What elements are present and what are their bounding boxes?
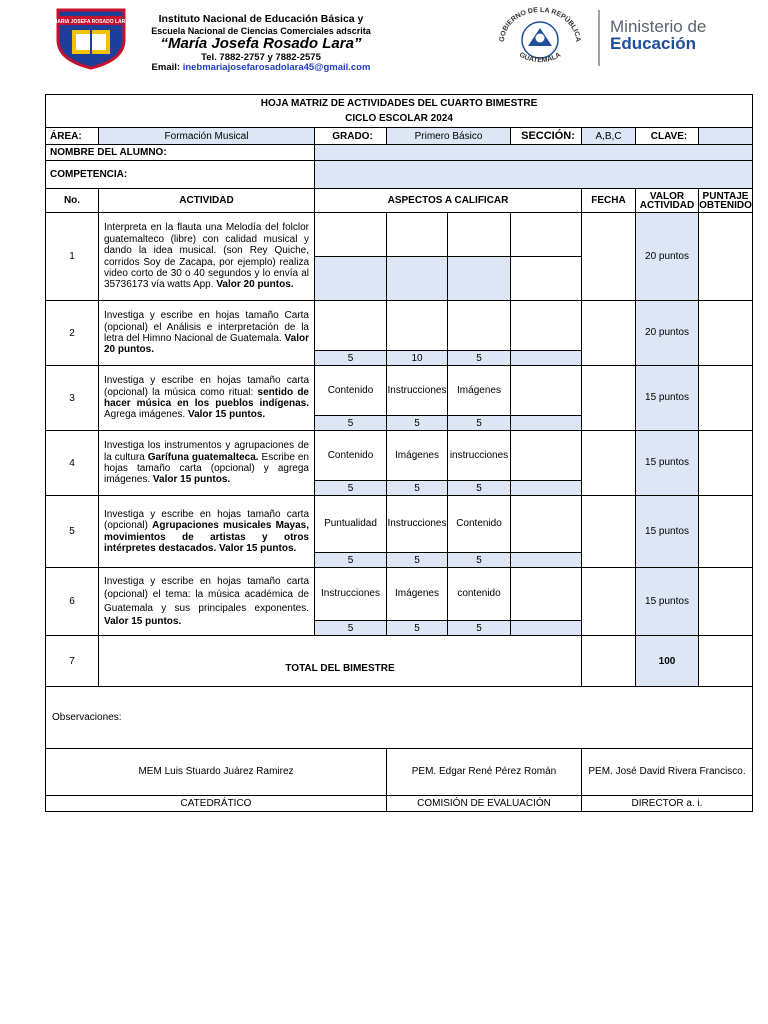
score-cell[interactable]: 5 xyxy=(315,416,387,431)
score-cell[interactable]: 10 xyxy=(387,351,448,366)
ministry-logo xyxy=(610,18,706,52)
total-date-cell xyxy=(582,636,636,687)
aspect-cell[interactable] xyxy=(448,301,511,351)
aspect-cell[interactable]: Imágenes xyxy=(387,568,448,621)
activity-text: Investiga los instrumentos y agrupaciones de la cultura xyxy=(104,440,309,463)
signature-role-committee: COMISIÓN DE EVALUACIÓN xyxy=(387,796,582,812)
activity-description xyxy=(99,213,315,301)
activity-value-text: Valor 15 puntos. xyxy=(219,542,297,554)
email-address[interactable]: inebmariajosefarosadolara45@gmail.com xyxy=(182,62,371,74)
col-header-aspectos: ASPECTOS A CALIFICAR xyxy=(315,189,582,213)
aspect-cell[interactable]: Puntualidad xyxy=(315,496,387,553)
ministry-divider xyxy=(598,10,600,66)
col-header-no: No. xyxy=(46,189,99,213)
ministry-line2: Educación xyxy=(610,34,696,53)
score-obtained-cell[interactable] xyxy=(699,431,753,496)
observations-box[interactable] xyxy=(46,687,753,749)
aspect-cell-extra[interactable] xyxy=(511,431,582,481)
score-cell[interactable]: 5 xyxy=(448,481,511,496)
score-cell-extra[interactable] xyxy=(511,481,582,496)
signature-role-director: DIRECTOR a. i. xyxy=(582,796,753,812)
activity-text: Interpreta en la flauta una Melodía del folclor guatemalteco (libre) con calidad musical y dando la idea musical. (son Rey Quiche, corridos Soy de Zacapa, por ejemplo) realiza video corto de 30 o 40 segundos y lo envía al 35736173 vía watts App. xyxy=(104,222,309,291)
aspect-cell-extra[interactable] xyxy=(511,496,582,553)
seccion-value[interactable]: A,B,C xyxy=(582,128,636,145)
form-title-line2: CICLO ESCOLAR 2024 xyxy=(345,113,453,124)
date-cell[interactable] xyxy=(582,301,636,366)
activity-number: 5 xyxy=(46,496,99,568)
aspect-cell[interactable]: Instrucciones xyxy=(387,366,448,416)
aspect-cell[interactable]: Imágenes xyxy=(448,366,511,416)
aspect-cell[interactable]: contenido xyxy=(448,568,511,621)
activity-highlight: Garífuna guatemalteca. xyxy=(147,451,259,463)
activity-value: 20 puntos xyxy=(636,301,699,366)
activity-number: 4 xyxy=(46,431,99,496)
activity-description xyxy=(99,366,315,431)
aspect-cell[interactable] xyxy=(387,213,448,257)
aspect-cell[interactable]: Imágenes xyxy=(387,431,448,481)
email-label: Email: xyxy=(151,62,181,74)
aspect-cell[interactable] xyxy=(315,213,387,257)
total-value: 100 xyxy=(636,636,699,687)
school-line1: Instituto Nacional de Educación Básica y xyxy=(158,13,364,25)
date-cell[interactable] xyxy=(582,213,636,301)
score-obtained-cell[interactable] xyxy=(699,213,753,301)
clave-value[interactable] xyxy=(699,128,753,145)
score-cell[interactable]: 5 xyxy=(448,621,511,636)
score-cell-extra[interactable] xyxy=(511,257,582,301)
score-cell[interactable]: 5 xyxy=(315,621,387,636)
activity-value: 15 puntos xyxy=(636,431,699,496)
score-cell[interactable] xyxy=(315,257,387,301)
aspect-cell[interactable] xyxy=(315,301,387,351)
col-header-fecha: FECHA xyxy=(582,189,636,213)
school-logo-banner: MARIA JOSEFA ROSADO LARA xyxy=(54,19,128,25)
score-cell[interactable]: 5 xyxy=(448,553,511,568)
activity-text: Investiga y escribe en hojas tamaño carta (opcional) la música como ritual: xyxy=(104,375,309,398)
score-cell[interactable]: 5 xyxy=(448,416,511,431)
activity-number: 6 xyxy=(46,568,99,636)
aspect-cell[interactable]: Contenido xyxy=(448,496,511,553)
activity-text-after: Escribe en hojas tamaño carta (opcional) y agrega imágenes. xyxy=(104,451,309,486)
activity-value: 15 puntos xyxy=(636,568,699,636)
total-number: 7 xyxy=(46,636,99,687)
score-obtained-cell[interactable] xyxy=(699,568,753,636)
col-header-valor: VALOR ACTIVIDAD xyxy=(636,189,699,213)
aspect-cell[interactable]: Instrucciones xyxy=(315,568,387,621)
form-title xyxy=(46,95,753,128)
score-cell[interactable]: 5 xyxy=(387,416,448,431)
score-obtained-cell[interactable] xyxy=(699,366,753,431)
score-cell-extra[interactable] xyxy=(511,416,582,431)
score-cell[interactable]: 5 xyxy=(387,621,448,636)
activity-number: 2 xyxy=(46,301,99,366)
aspect-cell-extra[interactable] xyxy=(511,366,582,416)
date-cell[interactable] xyxy=(582,568,636,636)
form-title-line1: HOJA MATRIZ DE ACTIVIDADES DEL CUARTO BIMESTRE xyxy=(260,98,538,109)
score-cell[interactable]: 5 xyxy=(315,351,387,366)
total-score-cell[interactable] xyxy=(699,636,753,687)
activity-number: 3 xyxy=(46,366,99,431)
activity-description xyxy=(99,568,315,636)
score-obtained-cell[interactable] xyxy=(699,301,753,366)
activity-text: Investiga y escribe en hojas tamaño Carta (opcional) el Análisis e interpretación de la letra del Himno Nacional de Guatemala. xyxy=(104,310,309,344)
aspect-cell[interactable]: Instrucciones xyxy=(387,496,448,553)
aspect-cell-extra[interactable] xyxy=(511,301,582,351)
score-cell[interactable] xyxy=(448,257,511,301)
svg-text:GUATEMALA xyxy=(518,52,562,65)
activity-value-text: Valor 20 puntos. xyxy=(104,333,309,356)
activity-description xyxy=(99,496,315,568)
area-label: ÁREA: xyxy=(46,128,99,145)
area-value[interactable]: Formación Musical xyxy=(99,128,315,145)
aspect-cell-extra[interactable] xyxy=(511,568,582,621)
activity-value-text: Valor 15 puntos. xyxy=(152,474,231,486)
date-cell[interactable] xyxy=(582,431,636,496)
activity-matrix xyxy=(45,94,753,812)
guatemala-seal xyxy=(490,6,590,70)
col-header-actividad: ACTIVIDAD xyxy=(99,189,315,213)
activity-description xyxy=(99,301,315,366)
score-cell[interactable]: 5 xyxy=(387,553,448,568)
school-line2: Escuela Nacional de Ciencias Comerciales adscrita xyxy=(151,25,371,36)
score-cell[interactable]: 5 xyxy=(315,481,387,496)
school-email xyxy=(130,63,392,74)
competencia-label-text: COMPETENCIA: xyxy=(50,169,128,180)
date-cell[interactable] xyxy=(582,366,636,431)
score-cell[interactable]: 5 xyxy=(448,351,511,366)
signature-role-teacher: CATEDRÁTICO xyxy=(46,796,387,812)
activity-description xyxy=(99,431,315,496)
seccion-label: SECCIÓN: xyxy=(511,128,582,145)
school-info xyxy=(130,14,392,74)
activity-value: 15 puntos xyxy=(636,496,699,568)
aspect-cell[interactable] xyxy=(448,213,511,257)
score-cell-extra[interactable] xyxy=(511,621,582,636)
score-cell-extra[interactable] xyxy=(511,351,582,366)
seal-text-top: GOBIERNO DE LA REPÚBLICA xyxy=(498,6,582,43)
school-phone: Tel. 7882-2757 y 7882-2575 xyxy=(201,51,321,63)
signature-name-teacher: MEM Luis Stuardo Juárez Ramirez xyxy=(46,749,387,796)
signature-name-committee: PEM. Edgar René Pérez Román xyxy=(387,749,582,796)
student-name-label-text: NOMBRE DEL ALUMNO: xyxy=(50,147,167,158)
activity-value-text: Valor 20 puntos. xyxy=(216,279,294,291)
school-name: “María Josefa Rosado Lara” xyxy=(160,34,362,52)
activity-value: 20 puntos xyxy=(636,213,699,301)
observations-label: Observaciones: xyxy=(52,712,122,723)
activity-value-text: Valor 15 puntos. xyxy=(187,409,266,421)
score-cell[interactable]: 5 xyxy=(315,553,387,568)
school-logo xyxy=(54,6,128,70)
activity-value: 15 puntos xyxy=(636,366,699,431)
grado-value[interactable]: Primero Básico xyxy=(387,128,511,145)
student-name-field[interactable] xyxy=(315,145,753,161)
aspect-cell-extra[interactable] xyxy=(511,213,582,257)
activity-value-text: Valor 15 puntos. xyxy=(104,615,182,627)
total-label: TOTAL DEL BIMESTRE xyxy=(99,636,582,687)
activity-highlight: Agrupaciones musicales Mayas, movimientos de artistas y otros intérpretes destacados. xyxy=(104,520,309,554)
signature-name-director: PEM. José David Rivera Francisco. xyxy=(582,749,753,796)
score-obtained-cell[interactable] xyxy=(699,496,753,568)
aspect-cell[interactable]: instrucciones xyxy=(448,431,511,481)
ministry-line1: Ministerio de xyxy=(610,17,707,36)
activity-text: Investiga y escribe en hojas tamaño carta (opcional) xyxy=(104,508,309,532)
aspect-cell[interactable]: Contenido xyxy=(315,366,387,416)
aspect-cell[interactable]: Contenido xyxy=(315,431,387,481)
score-cell[interactable] xyxy=(387,257,448,301)
competencia-label xyxy=(46,161,315,189)
aspect-cell[interactable] xyxy=(387,301,448,351)
activity-text: Investiga y escribe en hojas tamaño carta (opcional) el tema: la música académica de Guatemala y sus principales exponentes. xyxy=(104,575,309,614)
col-header-puntaje: PUNTAJE OBTENIDO xyxy=(699,190,752,211)
activity-highlight: sentido de hacer música en los pueblos indígenas. xyxy=(104,386,309,409)
date-cell[interactable] xyxy=(582,496,636,568)
competencia-field[interactable] xyxy=(315,161,753,189)
score-cell[interactable]: 5 xyxy=(387,481,448,496)
score-cell-extra[interactable] xyxy=(511,553,582,568)
activity-number: 1 xyxy=(46,213,99,301)
student-name-label xyxy=(46,145,315,161)
grado-label: GRADO: xyxy=(315,128,387,145)
activity-text-after: Agrega imágenes. xyxy=(104,409,186,421)
seal-text-bottom: GUATEMALA xyxy=(517,51,563,65)
clave-label: CLAVE: xyxy=(636,128,699,145)
